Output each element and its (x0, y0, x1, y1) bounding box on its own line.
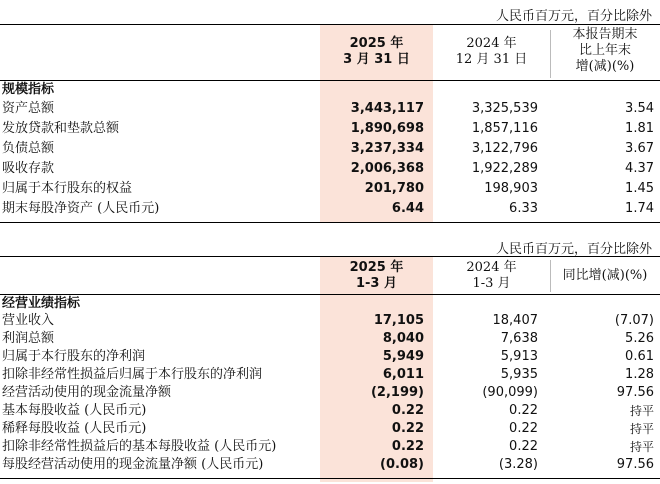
table-row: 资产总额 3,443,117 3,325,539 3.54 (2, 101, 654, 116)
current-period-header: 2025 年 3 月 31 日 (343, 36, 410, 67)
table-row: 扣除非经常性损益后归属于本行股东的净利润 6,011 5,935 1.28 (2, 367, 654, 382)
table-row: 基本每股收益 (人民币元) 0.22 0.22 持平 (2, 403, 654, 418)
header-top-rule (0, 256, 660, 257)
header-top-rule (0, 24, 660, 25)
unit-note: 人民币百万元，百分比除外 (495, 9, 652, 24)
table-row: 归属于本行股东的权益 201,780 198,903 1.45 (2, 181, 654, 196)
table-row: 期末每股净资产 (人民币元) 6.44 6.33 1.74 (2, 201, 654, 216)
table-row: 发放贷款和垫款总额 1,890,698 1,857,116 1.81 (2, 121, 654, 136)
group-title: 规模指标 (2, 82, 55, 97)
table-row: 经营活动使用的现金流量净额 (2,199) (90,099) 97.56 (2, 385, 654, 400)
table-bottom-rule (0, 222, 660, 223)
table-row: 每股经营活动使用的现金流量净额 (人民币元) (0.08) (3.28) 97.56 (2, 457, 654, 472)
prior-period-header: 2024 年 1-3 月 (466, 260, 517, 291)
scale-indicators-table (0, 0, 660, 224)
header-bottom-rule (0, 294, 660, 295)
table-row: 营业收入 17,105 18,407 (7.07) (2, 313, 654, 328)
group-title: 经营业绩指标 (2, 296, 81, 311)
change-header: 本报告期末 比上年末 增(减)(%) (572, 27, 638, 74)
performance-indicators-table (0, 234, 660, 484)
table-row: 稀释每股收益 (人民币元) 0.22 0.22 持平 (2, 421, 654, 436)
table-bottom-rule (0, 478, 660, 479)
change-header: 同比增(减)(%) (562, 268, 648, 283)
table-row: 利润总额 8,040 7,638 5.26 (2, 331, 654, 346)
table-row: 扣除非经常性损益后的基本每股收益 (人民币元) 0.22 0.22 持平 (2, 439, 654, 454)
header-bottom-rule (0, 80, 660, 81)
current-period-header: 2025 年 1-3 月 (349, 260, 404, 291)
table-row: 归属于本行股东的净利润 5,949 5,913 0.61 (2, 349, 654, 364)
table-row: 负债总额 3,237,334 3,122,796 3.67 (2, 141, 654, 156)
prior-period-header: 2024 年 12 月 31 日 (455, 36, 528, 67)
unit-note: 人民币百万元，百分比除外 (495, 242, 652, 257)
table-row: 吸收存款 2,006,368 1,922,289 4.37 (2, 161, 654, 176)
